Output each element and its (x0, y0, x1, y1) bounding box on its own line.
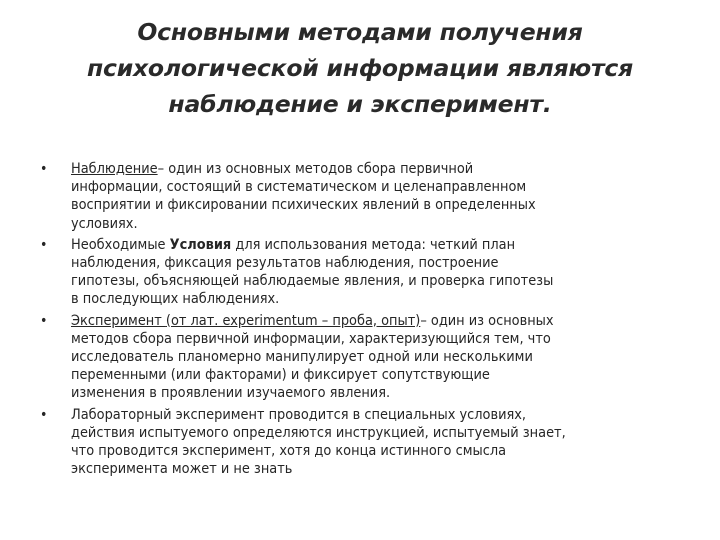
title-line: психологической информации являются (86, 54, 634, 82)
bullet-line: информации, состоящий в систематическом и целенаправленном (71, 179, 527, 196)
bullet-line: действия испытуемого определяются инструкцией, испытуемый знает, (71, 424, 566, 441)
bullet-experiment (40, 312, 690, 403)
bullet-dot-icon: • (40, 236, 48, 253)
bullet-dot-icon: • (40, 406, 48, 423)
bullet-list (40, 160, 690, 481)
bullet-line: Эксперимент (от лат. experimentum – проба, опыт)– один из основных (71, 312, 554, 329)
bullet-line: что проводится эксперимент, хотя до конца истинного смысла (71, 443, 507, 460)
bullet-line: гипотезы, объясняющей наблюдаемые явления, и проверка гипотезы (71, 273, 554, 290)
bullet-line: переменными (или факторами) и фиксирует сопутствующие (71, 367, 490, 384)
bullet-observation (40, 160, 690, 233)
bullet-line: эксперимента может и не знать (71, 461, 293, 478)
bullet-conditions (40, 236, 690, 309)
bullet-dot-icon: • (40, 161, 48, 177)
bullet-line: Наблюдение– один из основных методов сбора первичной (71, 161, 474, 177)
bullet-line: исследователь планомерно манипулирует одной или несколькими (71, 349, 533, 366)
term-observation: Наблюдение (71, 161, 158, 177)
slide-title (60, 14, 660, 122)
bullet-dot-icon: • (40, 312, 48, 329)
term-experiment: Эксперимент (от лат. experimentum – проба, опыт) (71, 312, 421, 329)
bullet-line: условиях. (71, 215, 138, 232)
bullet-line: наблюдения, фиксация результатов наблюдения, построение (71, 255, 499, 272)
bullet-line: в последующих наблюдениях. (71, 291, 280, 308)
bullet-line: Необходимые Условия для использования метода: четкий план (71, 236, 516, 253)
bullet-line: восприятии и фиксировании психических явлений в определенных (71, 197, 536, 214)
bullet-lab-experiment (40, 406, 690, 479)
bullet-line: Лабораторный эксперимент проводится в специальных условиях, (71, 406, 527, 423)
title-line: наблюдение и эксперимент. (168, 90, 552, 118)
bullet-line: изменения в проявлении изучаемого явления. (71, 385, 391, 402)
term-conditions: Условия (169, 236, 232, 253)
bullet-line: методов сбора первичной информации, характеризующийся тем, что (71, 330, 551, 347)
title-line: Основными методами получения (137, 18, 583, 46)
